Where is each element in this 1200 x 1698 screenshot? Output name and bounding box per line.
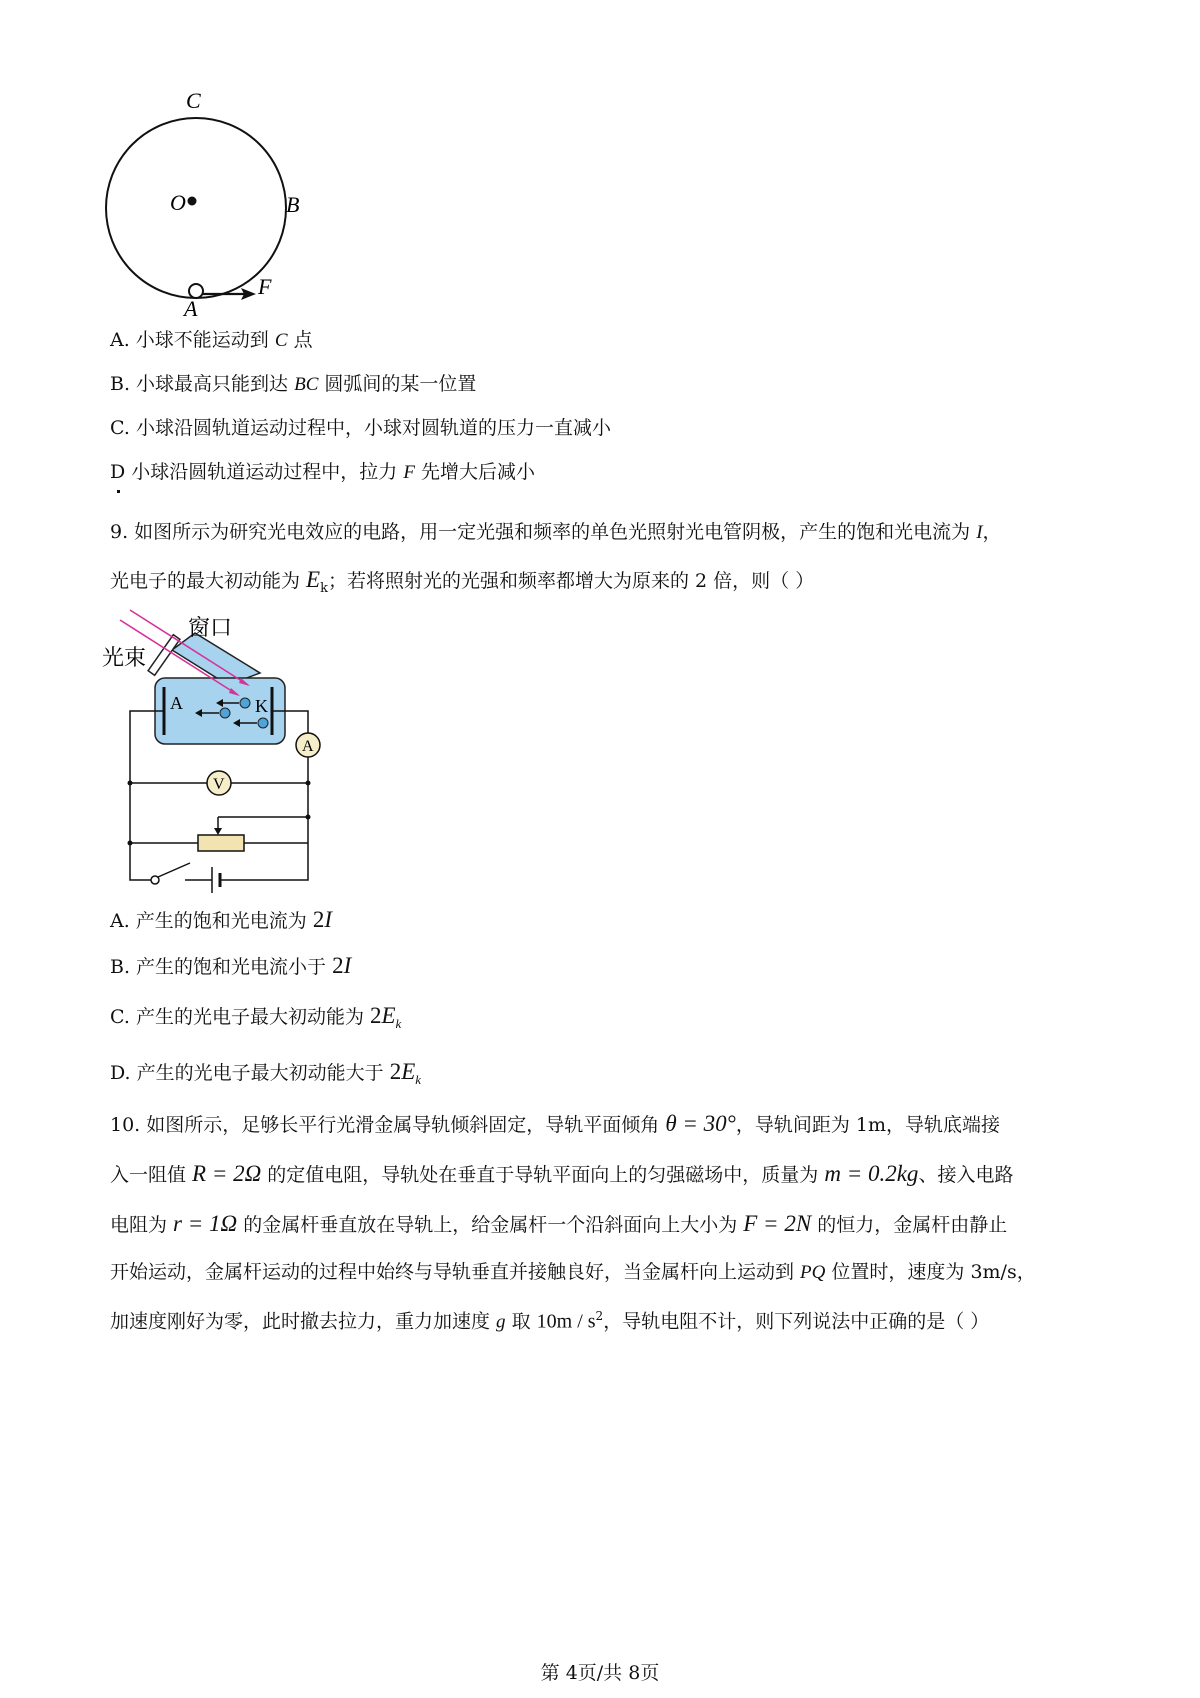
junction <box>306 815 311 820</box>
rheostat <box>198 835 244 851</box>
q10-stem-line4 <box>110 1258 1036 1287</box>
q9-stem-line2 <box>110 566 814 603</box>
option-num: 2 <box>332 953 344 978</box>
wire-right-down <box>235 757 308 880</box>
label-c: C <box>186 88 201 113</box>
q10-stem-line2 <box>110 1160 1013 1189</box>
label-o: O <box>170 190 186 215</box>
ammeter-label: A <box>302 738 314 755</box>
stem-text-end: ，导轨间距为 1m，导轨底端接 <box>735 1114 1000 1136</box>
stem-math: F = 2N <box>743 1211 812 1236</box>
stem-text: 光电子的最大初动能为 <box>110 570 307 592</box>
window-label: 窗口 <box>188 615 233 640</box>
rheostat-slider <box>218 817 308 835</box>
option-text-end: 先增大后减小 <box>414 461 535 483</box>
stem-text-end: 位置时，速度为 3m/s， <box>825 1261 1036 1283</box>
stem-text: 10. 如图所示，足够长平行光滑金属导轨倾斜固定，导轨平面倾角 <box>110 1114 666 1136</box>
center-point <box>188 197 197 206</box>
stem-text: 9. 如图所示为研究光电效应的电路，用一定光强和频率的单色光照射光电管阴极，产生的饱和光电流为 <box>110 521 977 543</box>
label-a: A <box>184 296 198 320</box>
label-b: B <box>286 192 300 217</box>
option-text: A. 产生的饱和光电流为 <box>110 910 313 932</box>
stem-text-end: 的恒力，金属杆由静止 <box>811 1214 1008 1236</box>
stem-text: 取 <box>505 1310 537 1333</box>
stem-sup: 2 <box>595 1309 604 1323</box>
option-var: E <box>401 1059 416 1084</box>
stray-dot <box>117 490 120 493</box>
option-text-end: 点 <box>287 329 313 351</box>
q10-stem-line3 <box>110 1210 1007 1239</box>
slider-head <box>214 828 222 835</box>
electron <box>220 708 230 718</box>
junction <box>306 781 311 786</box>
option-text: D 小球沿圆轨道运动过程中，拉力 <box>110 461 404 483</box>
option-var: E <box>381 1003 396 1028</box>
stem-text: 入一阻值 <box>110 1164 193 1186</box>
electron <box>240 698 250 708</box>
stem-math: m = 0.2kg <box>824 1161 919 1186</box>
electron <box>258 718 268 728</box>
cathode-label: K <box>255 696 268 716</box>
stem-math: 10m / s <box>536 1310 596 1333</box>
option-sub: k <box>415 1071 422 1087</box>
stem-sub: k <box>320 580 328 596</box>
stem-text-end: ；若将照射光的光强和频率都增大为原来的 2 倍，则（ ） <box>328 570 815 592</box>
photoelectric-circuit-figure <box>100 605 340 895</box>
q8-option-c <box>110 414 611 442</box>
option-num: 2 <box>312 907 325 932</box>
option-var: F <box>403 462 415 483</box>
junction <box>128 781 133 786</box>
stem-math: θ = 30° <box>665 1111 736 1136</box>
option-sub: k <box>395 1015 402 1031</box>
q9-option-a <box>110 906 332 935</box>
stem-text: 的金属杆垂直放在导轨上，给金属杆一个沿斜面向上大小为 <box>237 1214 744 1236</box>
label-f: F <box>258 274 272 299</box>
q9-option-c <box>110 1002 401 1038</box>
stem-text-end: ， <box>982 521 1002 543</box>
option-var: I <box>324 907 333 932</box>
stem-var: g <box>496 1311 506 1333</box>
option-text-end: 圆弧间的某一位置 <box>318 373 477 395</box>
stem-text: 加速度刚好为零，此时撤去拉力，重力加速度 <box>110 1310 497 1333</box>
q10-stem-line5 <box>110 1302 989 1336</box>
switch-blade <box>158 863 190 877</box>
stem-math: R = 2Ω <box>192 1161 262 1186</box>
q8-option-b <box>110 370 476 399</box>
switch-pivot <box>151 876 159 884</box>
page-footer: 第 4页/共 8页 <box>540 1662 660 1684</box>
tube-window-section <box>172 633 260 685</box>
option-var: I <box>343 953 352 978</box>
stem-var: E <box>306 567 321 592</box>
anode-label: A <box>170 693 183 713</box>
option-var: BC <box>294 374 319 395</box>
stem-text: 的定值电阻，导轨处在垂直于导轨平面向上的匀强磁场中，质量为 <box>261 1164 825 1186</box>
voltmeter-label: V <box>213 776 225 793</box>
stem-text: 开始运动，金属杆运动的过程中始终与导轨垂直并接触良好，当金属杆向上运动到 <box>110 1261 801 1283</box>
stem-text: 电阻为 <box>110 1214 174 1236</box>
q9-stem-line1 <box>110 518 1002 547</box>
stem-var: I <box>976 522 983 543</box>
q8-option-a <box>110 326 313 355</box>
option-text: C. 小球沿圆轨道运动过程中，小球对圆轨道的压力一直减小 <box>110 417 611 439</box>
option-num: 2 <box>389 1059 402 1084</box>
option-num: 2 <box>369 1003 382 1028</box>
stem-text-end: 、接入电路 <box>918 1164 1014 1186</box>
stem-math: r = 1Ω <box>173 1211 238 1236</box>
q9-option-d <box>110 1058 421 1094</box>
option-text: B. 产生的饱和光电流小于 <box>110 956 333 978</box>
stem-var: PQ <box>800 1262 826 1283</box>
option-text: A. 小球不能运动到 <box>110 329 275 351</box>
beam-label: 光束 <box>102 645 147 670</box>
circle-track <box>106 118 286 298</box>
option-text: D. 产生的光电子最大初动能大于 <box>110 1062 390 1084</box>
option-text: B. 小球最高只能到达 <box>110 373 295 395</box>
q10-stem-line1 <box>110 1110 1000 1139</box>
stem-text-end: ，导轨电阻不计，则下列说法中正确的是（ ） <box>603 1310 990 1333</box>
option-var: C <box>274 330 288 351</box>
q8-option-d <box>110 458 535 487</box>
junction <box>128 841 133 846</box>
circle-track-figure <box>100 88 340 320</box>
q9-option-b <box>110 952 351 981</box>
option-text: C. 产生的光电子最大初动能为 <box>110 1006 370 1028</box>
